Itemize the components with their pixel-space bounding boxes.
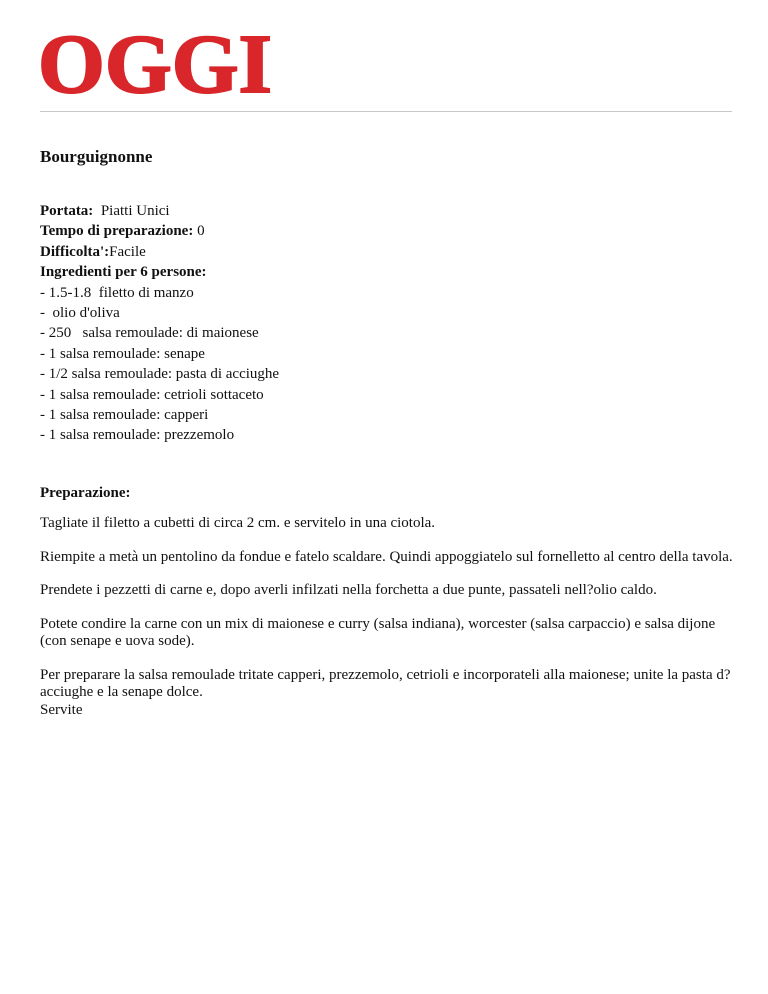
preparation-step: Per preparare la salsa remoulade tritate capperi, prezzemolo, cetrioli e incorporateli alla maionese; unite la pasta d?acciughe e la senape dolce. [40,666,731,700]
tempo-value: 0 [197,223,205,240]
preparation-step: Tagliate il filetto a cubetti di circa 2 cm. e servitelo in una ciotola. [40,515,436,531]
preparation-heading: Preparazione: [40,485,131,501]
ingredient-item: - 250 salsa remoulade: di maionese [40,325,259,342]
portata-row [40,201,730,221]
header-divider [40,111,732,112]
ingredienti-row [40,262,730,282]
ingredient-item: - 1 salsa remoulade: senape [40,345,205,362]
portata-label: Portata: [40,203,94,219]
recipe-details [40,201,730,446]
tempo-label: Tempo di preparazione: [40,223,194,240]
recipe-title: Bourguignonne [40,147,153,166]
ingredient-list [40,283,730,446]
ingredient-item: - 1/2 salsa remoulade: pasta di acciughe [40,366,280,383]
portata-value: Piatti Unici [100,203,170,219]
preparation-step: Potete condire la carne con un mix di maionese e curry (salsa indiana), worcester (salsa carpaccio) e salsa dijone (con senape e uova sode). [40,615,716,649]
oggi-logo-text: OGGI [38,28,272,100]
ingredient-item: - 1 salsa remoulade: prezzemolo [40,427,235,444]
preparation-section [40,483,740,719]
preparation-step: Prendete i pezzetti di carne e, dopo averli infilzati nella forchetta a due punte, passateli nell?olio caldo. [40,582,657,598]
ingredient-item: - 1 salsa remoulade: cetrioli sottaceto [40,386,264,403]
difficolta-row [40,242,730,262]
ingredient-item: - olio d'oliva [40,305,120,322]
ingredient-item: - 1.5-1.8 filetto di manzo [40,284,194,301]
difficolta-label: Difficolta': [40,243,110,260]
ingredienti-label: Ingredienti per 6 persone: [40,264,207,281]
preparation-step: Servite [40,701,83,718]
difficolta-value: Facile [109,243,146,260]
oggi-logo-graphic [38,28,274,100]
oggi-logo [38,28,274,100]
preparation-step: Riempite a metà un pentolino da fondue e fatelo scaldare. Quindi appoggiatelo sul fornelletto al centro della tavola. [40,548,733,565]
ingredient-item: - 1 salsa remoulade: capperi [40,407,209,424]
tempo-row [40,221,730,241]
